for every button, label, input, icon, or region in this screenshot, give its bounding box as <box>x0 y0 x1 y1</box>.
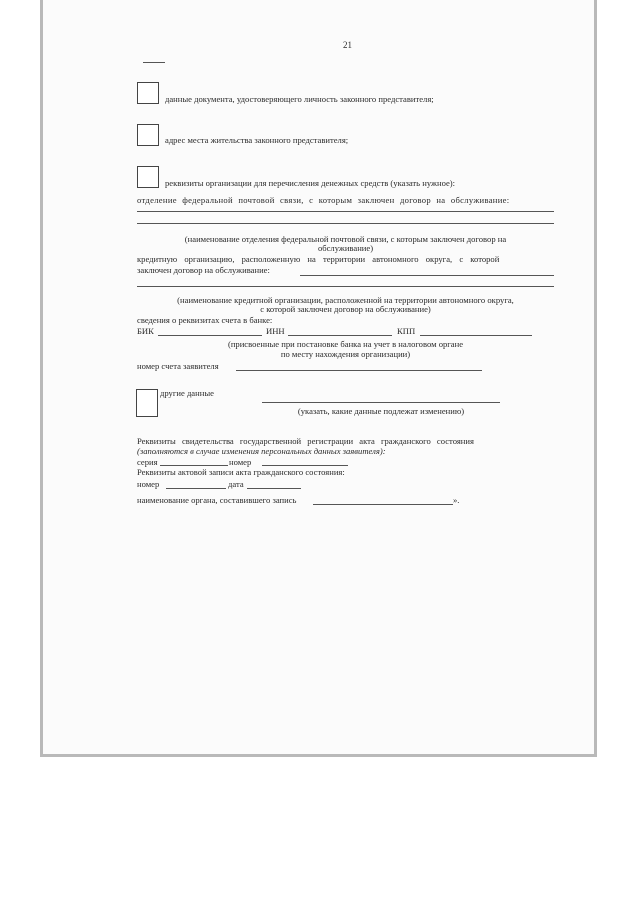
bank-requisites-checkbox[interactable] <box>137 166 159 188</box>
credit-line-2: заключен договор на обслуживание: <box>137 265 270 275</box>
series-input-line[interactable] <box>160 465 228 466</box>
address-checkbox[interactable] <box>137 124 159 146</box>
other-data-checkbox[interactable] <box>136 389 158 417</box>
account-number-label: номер счета заявителя <box>137 361 219 371</box>
cert-line: Реквизиты свидетельства государственной регистрации акта гражданского состояния <box>137 436 474 446</box>
bik-label: БИК <box>137 326 154 336</box>
credit-input-line-2[interactable] <box>137 286 554 287</box>
other-data-caption: (указать, какие данные подлежат изменению) <box>297 406 465 416</box>
postal-caption-2: обслуживание) <box>317 243 374 253</box>
number2-input-line[interactable] <box>166 488 226 489</box>
doc-data-checkbox[interactable] <box>137 82 159 104</box>
tax-caption-1: (присвоенные при постановке банка на учет в налоговом органе <box>227 339 464 349</box>
top-short-line <box>143 62 165 63</box>
bik-input-line[interactable] <box>158 335 262 336</box>
address-label: адрес места жительства законного представителя; <box>165 135 349 145</box>
series-label: серия <box>137 457 158 467</box>
postal-input-line-1[interactable] <box>137 211 554 212</box>
date-label: дата <box>228 479 244 489</box>
kpp-label: КПП <box>397 326 416 336</box>
postal-line: отделение федеральной почтовой связи, с которым заключен договор на обслуживание: <box>137 195 510 205</box>
other-data-label: другие данные <box>160 388 214 398</box>
number-input-line[interactable] <box>262 465 348 466</box>
cert-note: (заполняются в случае изменения персональных данных заявителя): <box>137 446 386 456</box>
date-input-line[interactable] <box>247 488 301 489</box>
bank-requisites-label: реквизиты организации для перечисления денежных средств (указать нужное): <box>165 178 456 188</box>
postal-input-line-2[interactable] <box>137 223 554 224</box>
end-mark: ». <box>453 495 460 505</box>
account-number-input-line[interactable] <box>236 370 482 371</box>
credit-caption-2: с которой заключен договор на обслуживание) <box>260 304 431 314</box>
doc-data-label: данные документа, удостоверяющего личность законного представителя; <box>165 94 434 104</box>
organ-label: наименование органа, составившего запись <box>137 495 297 505</box>
credit-caption-1: (наименование кредитной организации, расположенной на территории автономного округа, <box>177 295 514 305</box>
page-frame <box>40 0 597 757</box>
inn-input-line[interactable] <box>288 335 392 336</box>
tax-caption-2: по месту нахождения организации) <box>280 349 411 359</box>
inn-label: ИНН <box>266 326 285 336</box>
other-data-input-line[interactable] <box>262 402 500 403</box>
page-number: 21 <box>343 40 352 50</box>
kpp-input-line[interactable] <box>420 335 532 336</box>
credit-input-line-1[interactable] <box>300 275 554 276</box>
credit-line-1: кредитную организацию, расположенную на территории автономного округа, с которой <box>137 254 500 264</box>
organ-input-line[interactable] <box>313 504 453 505</box>
number-label: номер <box>229 457 252 467</box>
postal-caption-1: (наименование отделения федеральной почтовой связи, с которым заключен договор на <box>184 234 507 244</box>
act-record-label: Реквизиты актовой записи акта гражданского состояния: <box>137 467 345 477</box>
number2-label: номер <box>137 479 160 489</box>
account-info-label: сведения о реквизитах счета в банке: <box>137 315 273 325</box>
